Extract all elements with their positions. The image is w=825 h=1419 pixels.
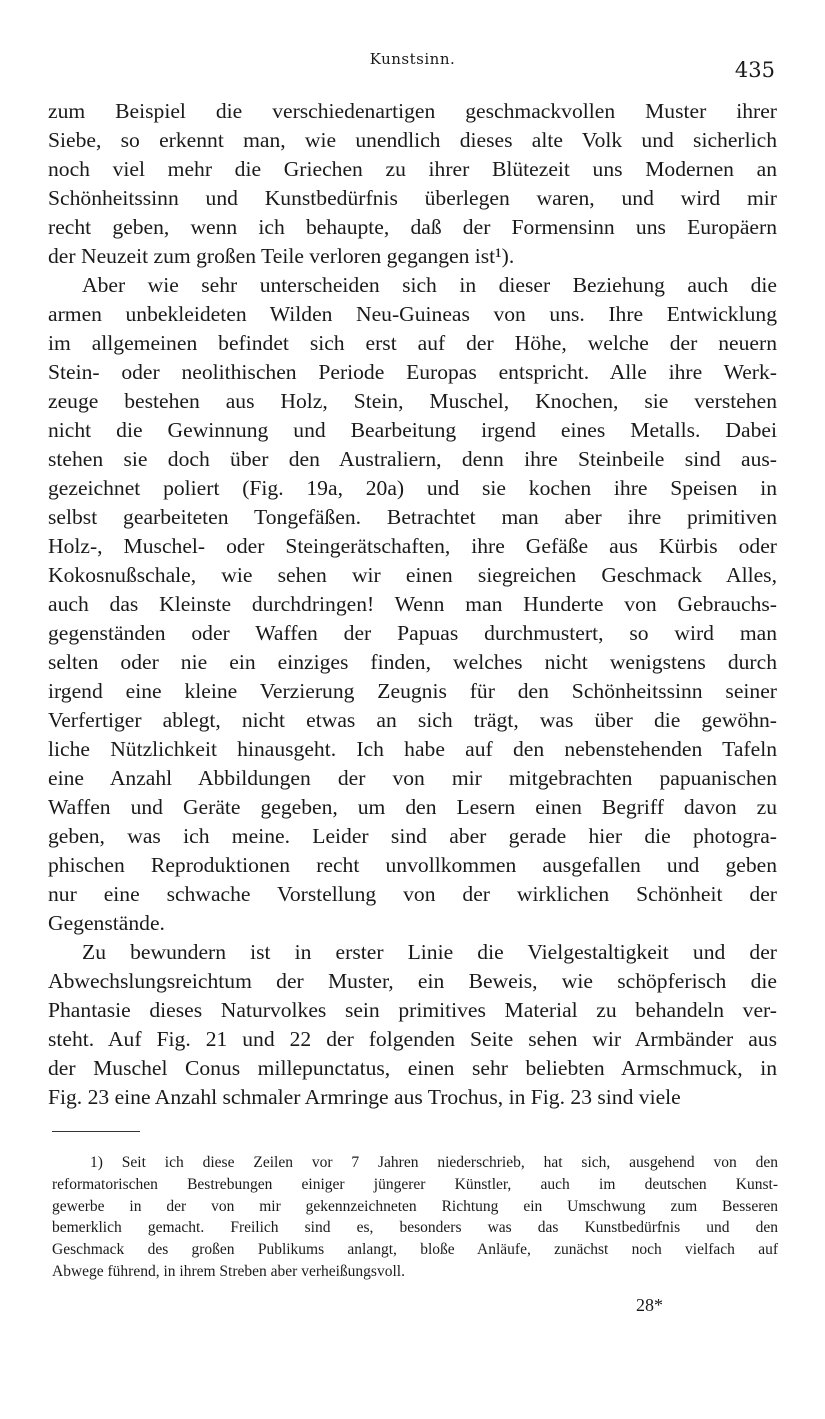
footnote (52, 1152, 778, 1283)
text-line: stehen sie doch über den Australiern, denn ihre Steinbeile sind aus- (48, 447, 777, 471)
text-line: Verfertiger ablegt, nicht etwas an sich trägt, was über die gewöhn- (48, 708, 777, 732)
text-line: Zu bewundern ist in erster Linie die Vielgestaltigkeit und der (82, 940, 777, 964)
page-number: 435 (734, 58, 775, 82)
text-line: selten oder nie ein einziges finden, welches nicht wenigstens durch (48, 650, 777, 674)
text-line: Holz-, Muschel- oder Steingerätschaften, ihre Gefäße aus Kürbis oder (48, 534, 777, 558)
text-line: Siebe, so erkennt man, wie unendlich dieses alte Volk und sicherlich (48, 128, 777, 152)
footnote-line: gewerbe in der von mir gekennzeichneten Richtung ein Umschwung zum Besseren (52, 1197, 778, 1215)
footnote-line: Geschmack des großen Publikums anlangt, bloße Anläufe, zunächst noch vielfach auf (52, 1241, 778, 1259)
text-line: zeuge bestehen aus Holz, Stein, Muschel, Knochen, sie verstehen (48, 389, 777, 413)
body-text (48, 97, 777, 1112)
text-line: gezeichnet poliert (Fig. 19a, 20a) und sie kochen ihre Speisen in (48, 476, 777, 500)
text-line: im allgemeinen befindet sich erst auf der Höhe, welche der neuern (48, 331, 777, 355)
text-line: noch viel mehr die Griechen zu ihrer Blütezeit uns Modernen an (48, 157, 777, 181)
paragraph-3 (48, 938, 777, 1112)
text-line: nur eine schwache Vorstellung von der wirklichen Schönheit der (48, 882, 777, 906)
footnote-line: 1) Seit ich diese Zeilen vor 7 Jahren niederschrieb, hat sich, ausgehend von den (90, 1154, 778, 1171)
text-line: armen unbekleideten Wilden Neu-Guineas von uns. Ihre Entwicklung (48, 302, 777, 326)
text-line: Phantasie dieses Naturvolkes sein primitives Material zu behandeln ver- (48, 998, 777, 1022)
text-line: steht. Auf Fig. 21 und 22 der folgenden Seite sehen wir Armbänder aus (48, 1027, 777, 1051)
text-line: Gegenstände. (48, 911, 165, 935)
text-line: der Muschel Conus millepunctatus, einen sehr beliebten Armschmuck, in (48, 1056, 777, 1080)
footnote-line: bemerklich gemacht. Freilich sind es, besonders was das Kunstbedürfnis und den (52, 1219, 778, 1237)
text-line: Aber wie sehr unterscheiden sich in dieser Beziehung auch die (82, 273, 777, 297)
text-line: Kokosnußschale, wie sehen wir einen siegreichen Geschmack Alles, (48, 563, 777, 587)
paragraph-2 (48, 271, 777, 938)
text-line: Abwechslungsreichtum der Muster, ein Beweis, wie schöpferisch die (48, 969, 777, 993)
text-line: phischen Reproduktionen recht unvollkommen ausgefallen und geben (48, 853, 777, 877)
text-line: Waffen und Geräte gegeben, um den Lesern einen Begriff davon zu (48, 795, 777, 819)
text-line: Stein- oder neolithischen Periode Europas entspricht. Alle ihre Werk- (48, 360, 777, 384)
text-line: geben, was ich meine. Leider sind aber gerade hier die photogra- (48, 824, 777, 848)
text-line: der Neuzeit zum großen Teile verloren gegangen ist¹). (48, 244, 515, 268)
text-line: gegenständen oder Waffen der Papuas durchmustert, so wird man (48, 621, 777, 645)
text-line: irgend eine kleine Verzierung Zeugnis für den Schönheitssinn seiner (48, 679, 777, 703)
text-line: nicht die Gewinnung und Bearbeitung irgend eines Metalls. Dabei (48, 418, 777, 442)
text-line: eine Anzahl Abbildungen der von mir mitgebrachten papuanischen (48, 766, 777, 790)
signature-mark: 28* (636, 1295, 663, 1315)
text-line: auch das Kleinste durchdringen! Wenn man Hunderte von Gebrauchs- (48, 592, 777, 616)
text-line: zum Beispiel die verschiedenartigen geschmackvollen Muster ihrer (48, 99, 777, 123)
text-line: liche Nützlichkeit hinausgeht. Ich habe auf den nebenstehenden Tafeln (48, 737, 777, 761)
text-line: Schönheitssinn und Kunstbedürfnis überlegen waren, und wird mir (48, 186, 777, 210)
text-line: selbst gearbeiteten Tongefäßen. Betrachtet man aber ihre primitiven (48, 505, 777, 529)
footnote-line: reformatorischen Bestrebungen einiger jüngerer Künstler, auch im deutschen Kunst- (52, 1175, 778, 1193)
footnote-line: Abwege führend, in ihrem Streben aber verheißungsvoll. (52, 1262, 405, 1280)
footnote-divider (52, 1131, 140, 1132)
paragraph-1 (48, 97, 777, 271)
running-title: Kunstsinn. (369, 50, 456, 68)
text-line: recht geben, wenn ich behaupte, daß der Formensinn uns Europäern (48, 215, 777, 239)
text-line: Fig. 23 eine Anzahl schmaler Armringe aus Trochus, in Fig. 23 sind viele (48, 1085, 681, 1109)
